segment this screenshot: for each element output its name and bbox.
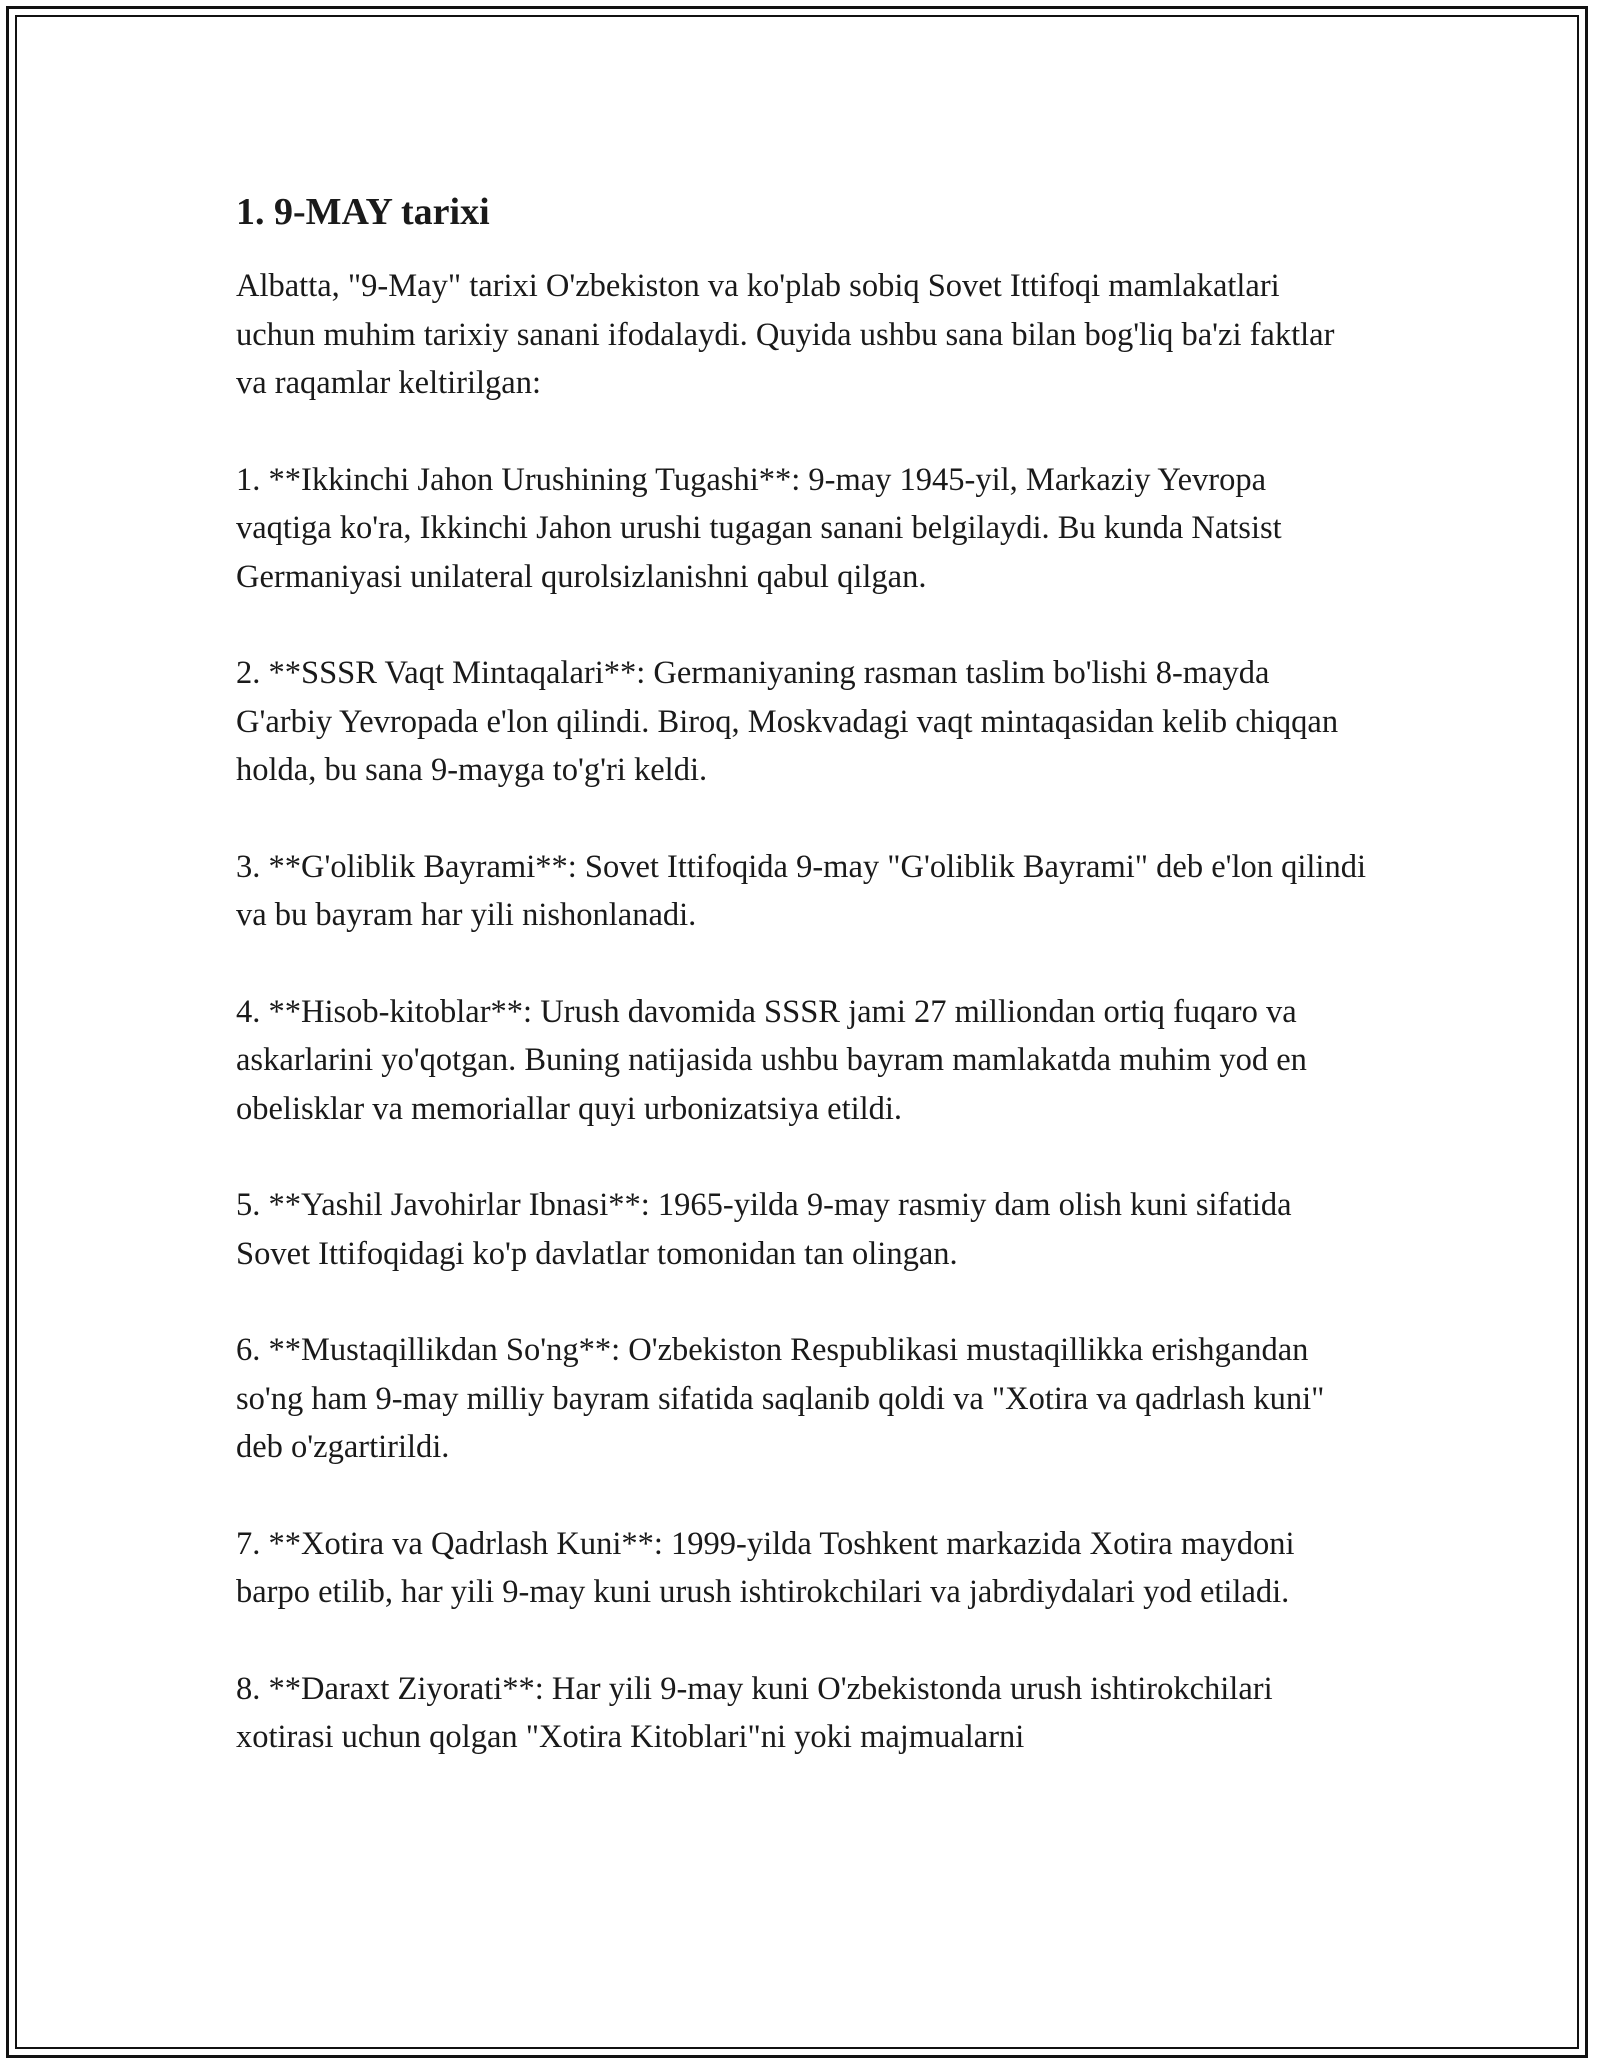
intro-paragraph: Albatta, "9-May" tarixi O'zbekiston va ko'plab sobiq Sovet Ittifoqi mamlakatlari uchun muhim tarixiy sanani ifodalaydi. Quyida ushbu sana bilan bog'liq ba'zi faktlar va raqamlar keltirilgan: [236, 268, 1335, 401]
list-item: 6. **Mustaqillikdan So'ng**: O'zbekiston Respublikasi mustaqillikka erishgandan so'ng ham 9-may milliy bayram sifatida saqlanib qoldi va "Xotira va qadrlash kuni" deb o'zgartirildi. [236, 1332, 1325, 1465]
list-item: 7. **Xotira va Qadrlash Kuni**: 1999-yilda Toshkent markazida Xotira maydoni barpo etilib, har yili 9-may kuni urush ishtirokchilari va jabrdiydalari yod etiladi. [236, 1525, 1295, 1610]
list-item: 3. **G'oliblik Bayrami**: Sovet Ittifoqida 9-may "G'oliblik Bayrami" deb e'lon qilindi va bu bayram har yili nishonlanadi. [236, 848, 1366, 933]
document-title: 1. 9-MAY tarixi [236, 191, 490, 233]
document-body [236, 188, 1366, 1762]
list-item: 8. **Daraxt Ziyorati**: Har yili 9-may kuni O'zbekistonda urush ishtirokchilari xotirasi uchun qolgan "Xotira Kitoblari"ni yoki majmualarni [236, 1670, 1273, 1755]
list-item: 5. **Yashil Javohirlar Ibnasi**: 1965-yilda 9-may rasmiy dam olish kuni sifatida Sovet Ittifoqidagi ko'p davlatlar tomonidan tan olingan. [236, 1187, 1292, 1272]
list-item: 2. **SSSR Vaqt Mintaqalari**: Germaniyaning rasman taslim bo'lishi 8-mayda G'arbiy Yevropada e'lon qilindi. Biroq, Moskvadagi vaqt mintaqasidan kelib chiqqan holda, bu sana 9-mayga to'g'ri keldi. [236, 655, 1339, 788]
list-item: 1. **Ikkinchi Jahon Urushining Tugashi**: 9-may 1945-yil, Markaziy Yevropa vaqtiga ko'ra, Ikkinchi Jahon urushi tugagan sanani belgilaydi. Bu kunda Natsist Germaniyasi unilateral qurolsizlanishni qabul qilgan. [236, 461, 1282, 595]
list-item: 4. **Hisob-kitoblar**: Urush davomida SSSR jami 27 milliondan ortiq fuqaro va askarlarini yo'qotgan. Buning natijasida ushbu bayram mamlakatda muhim yod en obelisklar va memoriallar quyi urbonizatsiya etildi. [236, 993, 1307, 1127]
